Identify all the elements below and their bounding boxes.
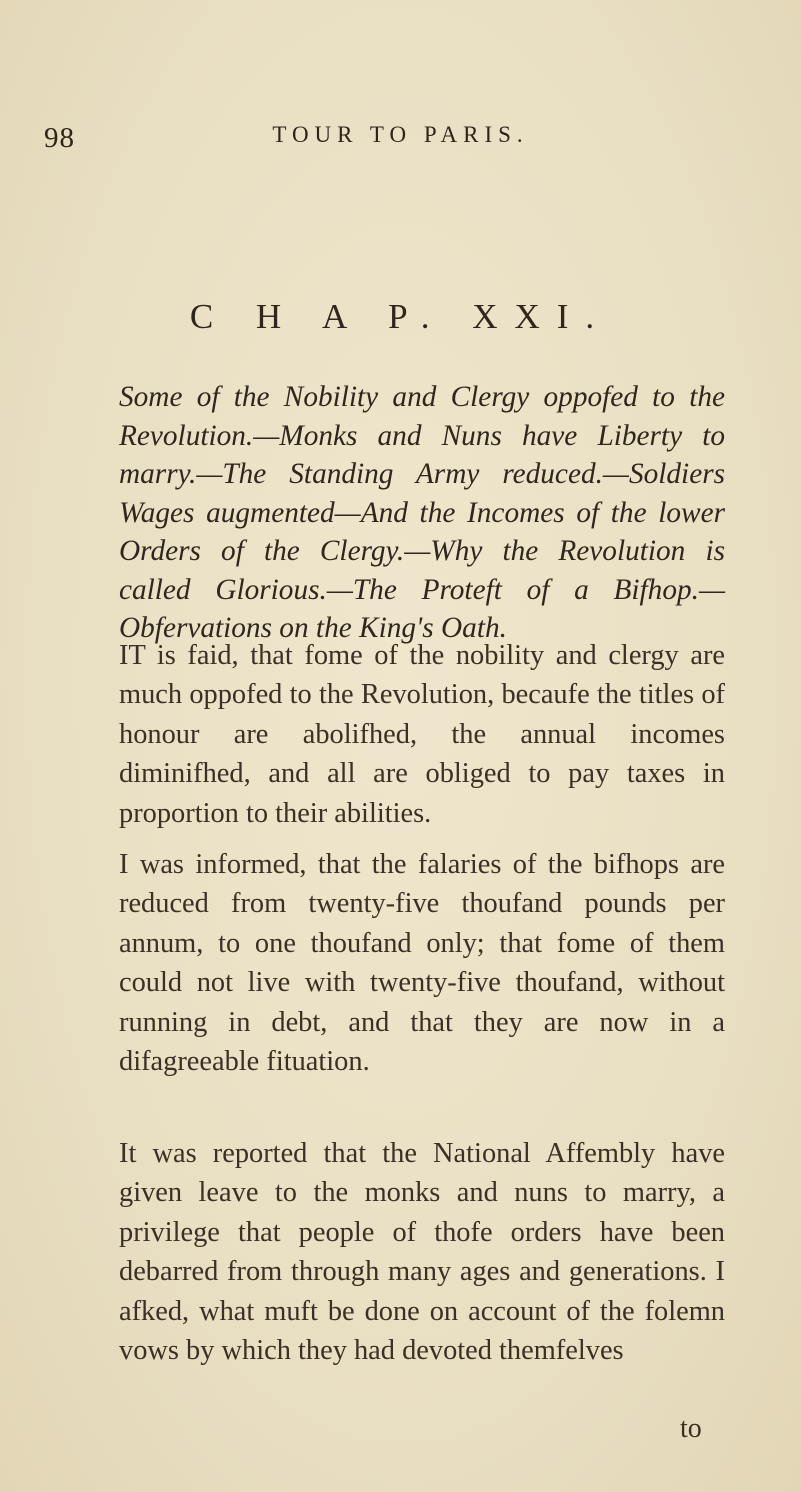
running-head <box>0 118 801 158</box>
page-number: 98 <box>44 122 75 154</box>
paragraph-text: IT is faid, that fome of the nobility and clergy are much oppofed to the Revolution, becaufe the titles of honour are abolifhed, the annual incomes diminifhed, and all are obliged to pay taxes in proportion to their abilities. <box>119 640 725 829</box>
chapter-heading: C H A P. XXI. <box>189 297 612 336</box>
paragraph-2 <box>119 845 725 1081</box>
paragraph-3 <box>119 1134 725 1370</box>
running-title: TOUR TO PARIS. <box>272 122 529 147</box>
paragraph-text: It was reported that the National Affembly have given leave to the monks and nuns to marry, a privilege that people of thofe orders have been debarred from through many ages and generations. I afked, what muft be done on account of the folemn vows by which they had devoted themfelves <box>119 1138 725 1367</box>
catchword: to <box>680 1413 702 1444</box>
paragraph-text: I was informed, that the falaries of the bifhops are reduced from twenty-five thoufand pounds per annum, to one thoufand only; that fome of them could not live with twenty-five thoufand, without running in debt, and that they are now in a difagreeable fituation. <box>119 849 725 1078</box>
chapter-summary: Some of the Nobility and Clergy oppofed to the Revolution.—Monks and Nuns have Liberty to marry.—The Standing Army reduced.—Soldiers Wages augmented—And the Incomes of the lower Orders of the Clergy.—Why the Revolution is called Glorious.—The Proteft of a Bifhop.—Obfervations on the King's Oath. <box>119 381 725 644</box>
paragraph-1 <box>119 636 725 833</box>
